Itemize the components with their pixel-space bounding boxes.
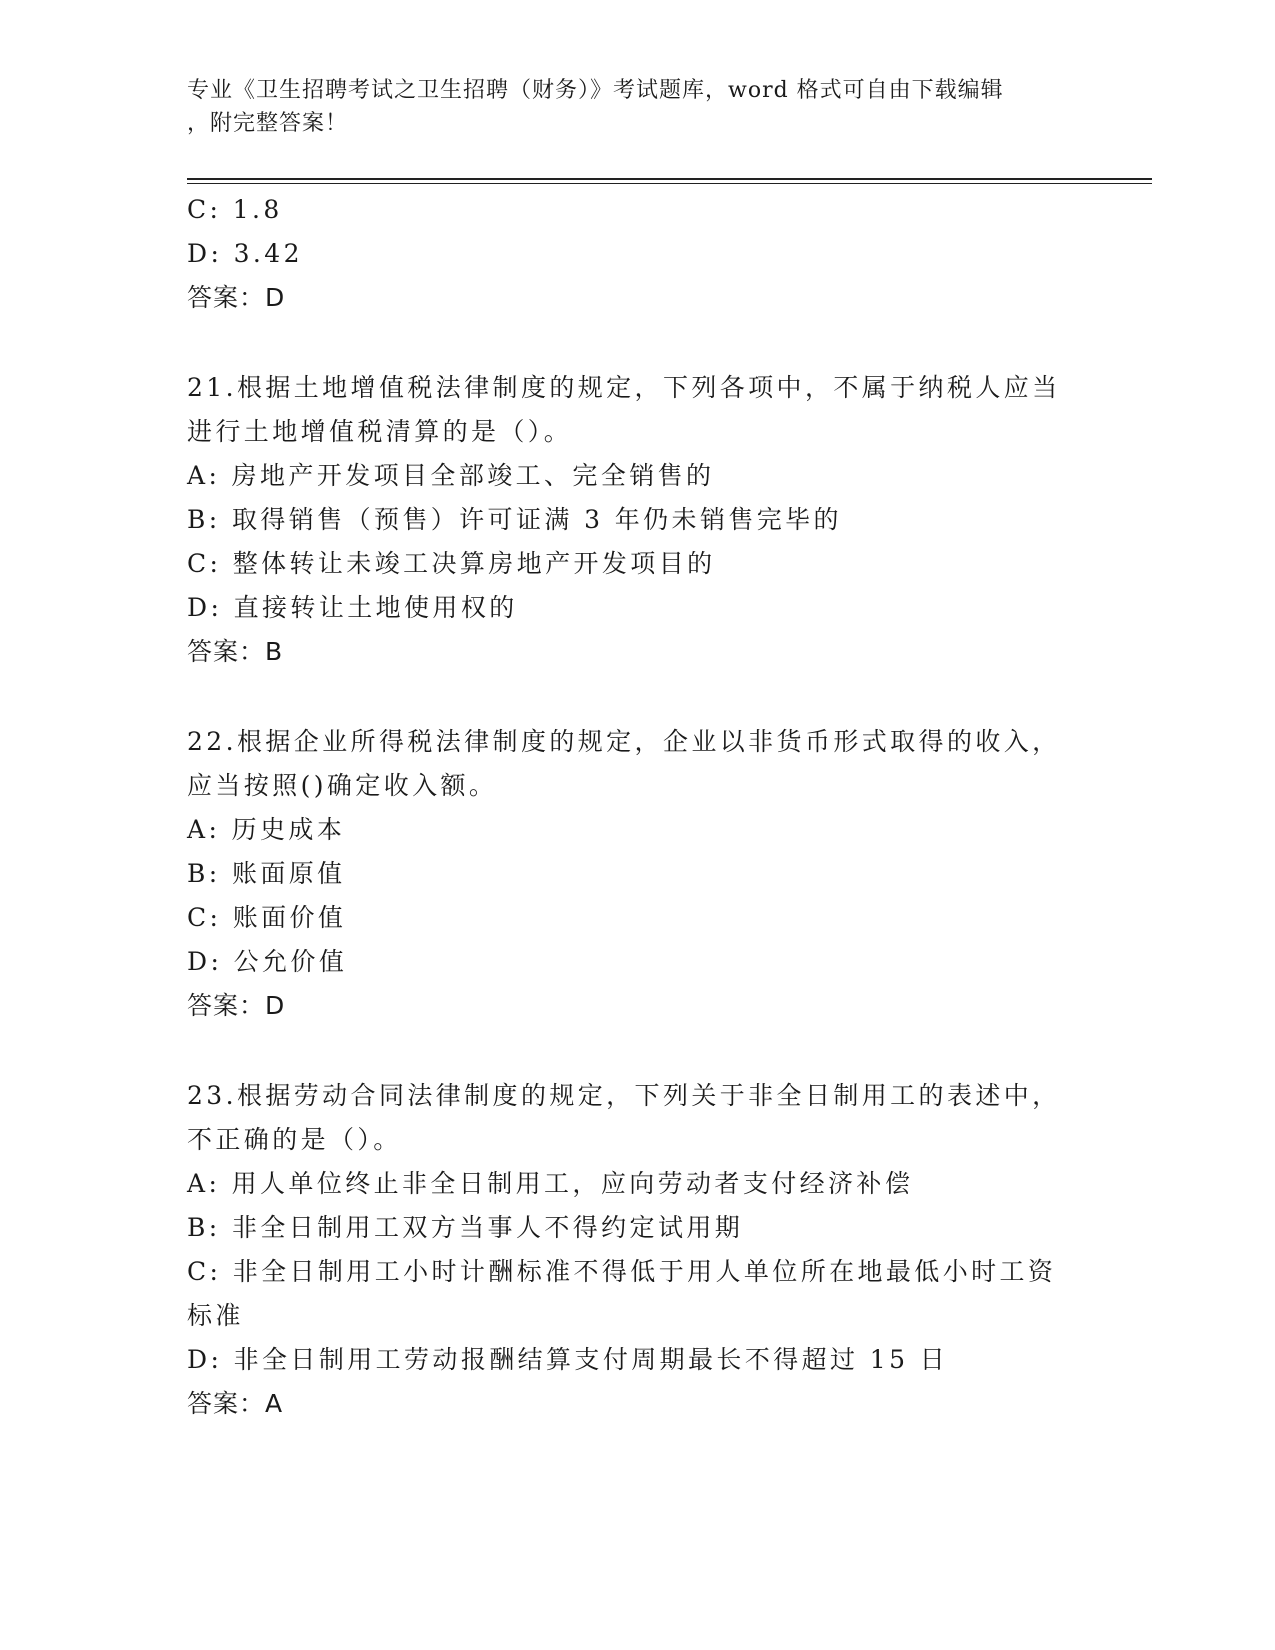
document-header [187, 74, 1067, 140]
answer-line: 答案：D [187, 283, 286, 312]
header-line-1: 专业《卫生招聘考试之卫生招聘（财务）》考试题库，word 格式可自由下载编辑 [187, 78, 1004, 103]
q23-option-a: A: 用人单位终止非全日制用工，应向劳动者支付经济补偿 [187, 1169, 914, 1198]
q23-option-c-cont: 标准 [187, 1301, 244, 1330]
q23-answer: 答案：A [187, 1389, 284, 1418]
q21-option-a: A: 房地产开发项目全部竣工、完全销售的 [187, 461, 715, 490]
question-21-text: 21.根据土地增值税法律制度的规定，下列各项中，不属于纳税人应当 [187, 373, 1061, 402]
header-rule-thin [187, 183, 1152, 184]
q22-option-b: B: 账面原值 [187, 859, 346, 888]
q22-answer: 答案：D [187, 991, 286, 1020]
question-21-text-cont: 进行土地增值税清算的是（）。 [187, 417, 573, 446]
q23-option-c: C: 非全日制用工小时计酬标准不得低于用人单位所在地最低小时工资 [187, 1257, 1057, 1286]
option-c: C: 1.8 [187, 195, 283, 224]
question-22-text: 22.根据企业所得税法律制度的规定，企业以非货币形式取得的收入， [187, 727, 1061, 756]
q23-option-b: B: 非全日制用工双方当事人不得约定试用期 [187, 1213, 744, 1242]
q21-option-c: C: 整体转让未竣工决算房地产开发项目的 [187, 549, 716, 578]
question-23-text-cont: 不正确的是（）。 [187, 1125, 402, 1154]
q22-option-a: A: 历史成本 [187, 815, 346, 844]
header-line-2: ，附完整答案！ [187, 111, 349, 136]
option-d: D: 3.42 [187, 239, 303, 268]
header-rule-thick [187, 178, 1152, 180]
q22-option-d: D: 公允价值 [187, 947, 348, 976]
question-22-text-cont: 应当按照()确定收入额。 [187, 771, 498, 800]
q21-option-d: D: 直接转让土地使用权的 [187, 593, 518, 622]
q23-option-d: D: 非全日制用工劳动报酬结算支付周期最长不得超过 15 日 [187, 1345, 949, 1374]
q21-answer: 答案：B [187, 637, 284, 666]
question-23-text: 23.根据劳动合同法律制度的规定，下列关于非全日制用工的表述中， [187, 1081, 1061, 1110]
q21-option-b: B: 取得销售（预售）许可证满 3 年仍未销售完毕的 [187, 505, 842, 534]
q22-option-c: C: 账面价值 [187, 903, 347, 932]
